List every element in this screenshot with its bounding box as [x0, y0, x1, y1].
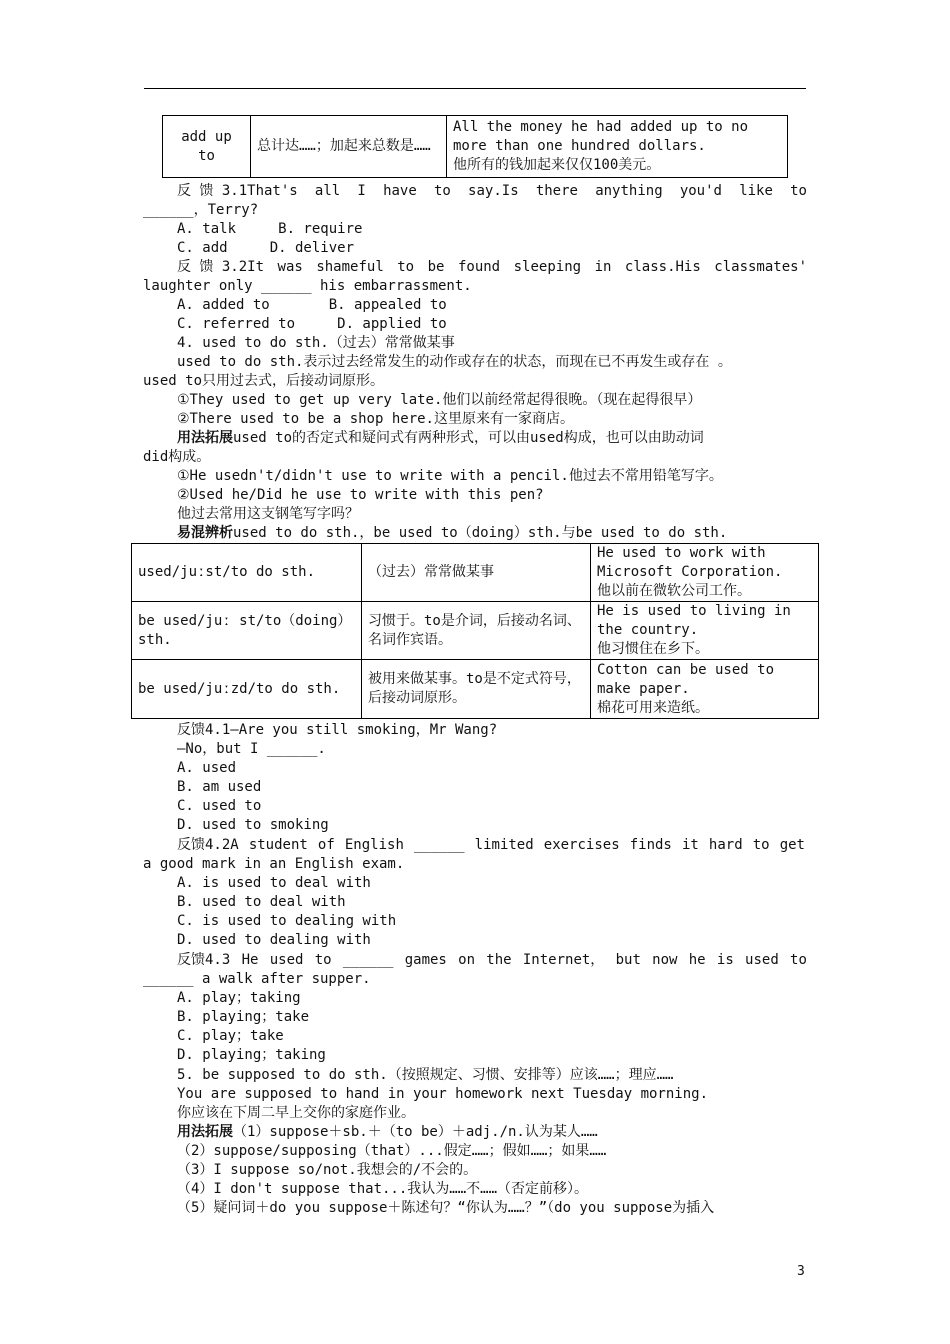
example-zh: 他所有的钱加起来仅仅100美元。	[453, 157, 661, 173]
word: 反 馈 3.1That's	[177, 183, 298, 199]
section4-desc-cont: used to只用过去式，后接动词原形。	[143, 373, 385, 389]
word: have	[383, 183, 417, 199]
word: Internet，	[522, 952, 605, 968]
q41-option-b: B. am used	[177, 779, 262, 795]
word: ______	[413, 837, 465, 853]
q32-continuation: laughter only ______ his embarrassment.	[143, 278, 472, 294]
word: get	[779, 837, 805, 853]
section4-example-1: ①They used to get up very late.他们以前经常起得很晚。（现在起得很早）	[177, 392, 702, 408]
word: to	[433, 183, 451, 199]
word: limited	[474, 837, 534, 853]
word: of	[317, 837, 335, 853]
word: shameful	[316, 259, 384, 275]
q42-option-a: A. is used to deal with	[177, 875, 371, 891]
section4-differentiation	[177, 524, 727, 543]
comparison-table	[131, 543, 819, 719]
extension-label: 用法拓展	[177, 430, 233, 446]
meaning-cell: （过去）常常做某事	[362, 544, 591, 602]
differentiation-text: used to do sth.，be used to（doing）sth.与be used to do sth.	[233, 525, 728, 541]
example-en: He used to work with Microsoft Corporation.	[597, 545, 783, 580]
word: was	[277, 259, 303, 275]
table-row	[132, 544, 819, 602]
word: to	[790, 183, 807, 199]
q41-option-c: C. used to	[177, 798, 262, 814]
word: student	[248, 837, 308, 853]
word: English	[344, 837, 404, 853]
word: used	[745, 952, 779, 968]
word: all	[314, 183, 341, 199]
page-number: 3	[797, 1264, 805, 1279]
word: he	[688, 952, 706, 968]
q32-options-ab: A. added to B. appealed to	[177, 297, 447, 313]
section4-example-3: ①He usedn't/didn't use to write with a pencil.他过去不常用铅笔写字。	[177, 468, 723, 484]
word: exercises	[543, 837, 620, 853]
q32-options-cd: C. referred to D. applied to	[177, 316, 447, 332]
q43-option-a: A. play；taking	[177, 990, 301, 1006]
example-cell	[447, 116, 788, 178]
word: you'd	[679, 183, 722, 199]
word: 反馈4.3	[177, 952, 231, 968]
meaning-cell: 习惯于。to是介词，后接动名词、名词作宾语。	[362, 602, 591, 660]
example-en: All the money he had added up to no more than one hundred dollars.	[453, 119, 749, 154]
section5-extension-1	[177, 1123, 598, 1142]
word: say.Is	[468, 183, 519, 199]
q41-option-a: A. used	[177, 760, 237, 776]
section4-heading: 4. used to do sth.（过去）常常做某事	[177, 335, 455, 351]
word: ______	[342, 952, 394, 968]
q42-stem	[177, 836, 805, 855]
section4-example-4-zh: 他过去常用这支钢笔写字吗？	[177, 506, 359, 522]
example-zh: 他习惯住在乡下。	[597, 641, 709, 657]
word: He	[241, 952, 259, 968]
word: sleeping	[513, 259, 582, 275]
word: is	[716, 952, 734, 968]
word: on	[458, 952, 476, 968]
section5-example-en: You are supposed to hand in your homework next Tuesday morning.	[177, 1086, 709, 1102]
section4-extension	[177, 429, 704, 448]
q42-continuation: a good mark in an English exam.	[143, 856, 405, 872]
table-row	[132, 602, 819, 660]
section5-extension-3: （3）I suppose so/not.我想会的/不会的。	[177, 1162, 478, 1178]
word: there	[535, 183, 578, 199]
word: classmates'	[714, 259, 807, 275]
phrase-cell: be used/juːzd/to do sth.	[132, 660, 362, 719]
word: I	[357, 183, 366, 199]
word: to	[790, 952, 807, 968]
word: anything	[595, 183, 663, 199]
word: 反馈4.2A	[177, 837, 239, 853]
q42-option-b: B. used to deal with	[177, 894, 346, 910]
meaning-cell: 被用来做某事。to是不定式符号，后接动词原形。	[362, 660, 591, 719]
word: but	[615, 952, 641, 968]
table-row	[132, 660, 819, 719]
q32-stem	[177, 258, 807, 277]
word: like	[739, 183, 773, 199]
phrase-cell: used/juːst/to do sth.	[132, 544, 362, 602]
section5-extension-4: （4）I don't suppose that...我认为……不……（否定前移）。	[177, 1181, 589, 1197]
word: to	[752, 837, 770, 853]
example-cell	[591, 660, 819, 719]
section4-example-4: ②Used he/Did he use to write with this pen?	[177, 487, 544, 503]
word: be	[427, 259, 445, 275]
word: finds	[629, 837, 672, 853]
section5-heading: 5. be supposed to do sth.（按照规定、习惯、安排等）应该……；理应……	[177, 1067, 674, 1083]
section4-extension-cont: did构成。	[143, 449, 211, 465]
phrase-cell: be used/juː st/to（doing）sth.	[132, 602, 362, 660]
extension-label: 用法拓展	[177, 1124, 233, 1140]
q31-continuation: ______，Terry?	[143, 202, 259, 218]
word: to	[314, 952, 332, 968]
q43-option-d: D. playing；taking	[177, 1047, 326, 1063]
section5-extension-5: （5）疑问词＋do you suppose＋陈述句？“你认为……？”（do you suppose为插入	[177, 1200, 715, 1216]
word: hard	[708, 837, 743, 853]
word: class.His	[624, 259, 701, 275]
q43-stem	[177, 951, 807, 970]
example-en: Cotton can be used to make paper.	[597, 661, 775, 697]
table-row	[163, 116, 788, 178]
q42-option-d: D. used to dealing with	[177, 932, 371, 948]
q43-continuation: ______ a walk after supper.	[143, 971, 371, 987]
q31-stem	[177, 182, 807, 201]
q42-option-c: C. is used to dealing with	[177, 913, 397, 929]
word: found	[457, 259, 501, 275]
extension-text: （1）suppose＋sb.＋（to be）＋adj./n.认为某人……	[233, 1124, 598, 1140]
section4-desc: used to do sth.表示过去经常发生的动作或存在的状态，而现在已不再发生或存在 。	[177, 354, 732, 370]
example-zh: 他以前在微软公司工作。	[597, 583, 751, 599]
q31-options-ab: A. talk B. require	[177, 221, 363, 237]
q43-option-b: B. playing；take	[177, 1009, 310, 1025]
word: in	[594, 259, 612, 275]
meaning-cell: 总计达……；加起来总数是……	[251, 116, 447, 178]
word: 反 馈 3.2It	[177, 259, 265, 275]
q41-reply: —No，but I ______.	[177, 741, 326, 757]
section5-extension-2: （2）suppose/supposing（that）...假定……；假如……；如果……	[177, 1143, 607, 1159]
word: the	[486, 952, 512, 968]
q41-option-d: D. used to smoking	[177, 817, 329, 833]
table-add-up-to	[162, 115, 788, 178]
word: used	[269, 952, 304, 968]
word: to	[397, 259, 415, 275]
word: now	[652, 952, 678, 968]
q41-stem: 反馈4.1—Are you still smoking，Mr Wang?	[177, 722, 498, 738]
extension-text: used to的否定式和疑问式有两种形式，可以由used构成，也可以由助动词	[233, 430, 704, 446]
differentiation-label: 易混辨析	[177, 525, 233, 541]
word: it	[681, 837, 699, 853]
example-cell	[591, 544, 819, 602]
q31-options-cd: C. add D. deliver	[177, 240, 355, 256]
example-zh: 棉花可用来造纸。	[597, 699, 709, 716]
phrase-cell: add up to	[163, 116, 251, 178]
header-rule	[144, 88, 806, 89]
section5-example-zh: 你应该在下周二早上交你的家庭作业。	[177, 1105, 415, 1121]
example-cell	[591, 602, 819, 660]
word: games	[404, 952, 447, 968]
section4-example-2: ②There used to be a shop here.这里原来有一家商店。	[177, 411, 574, 427]
example-en: He is used to living in the country.	[597, 603, 791, 638]
q43-option-c: C. play；take	[177, 1028, 284, 1044]
